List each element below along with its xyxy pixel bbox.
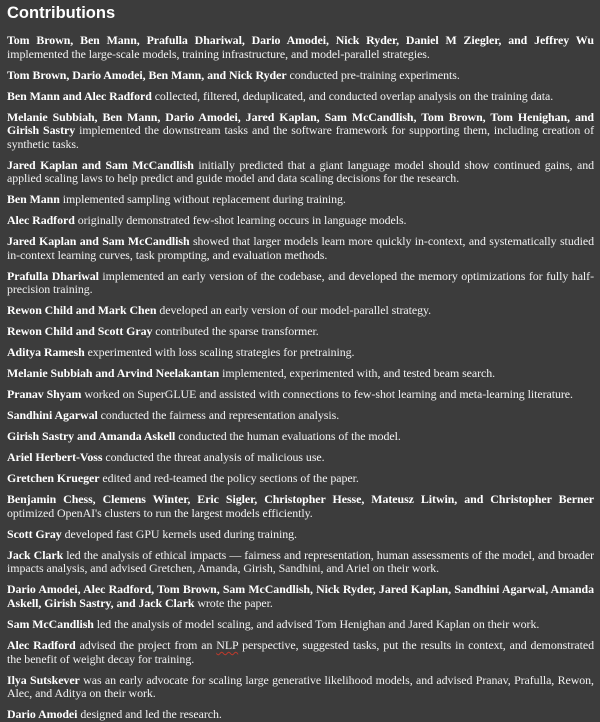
contribution-text: worked on SuperGLUE and assisted with connections to few-shot learning and meta-learning literature.	[81, 387, 573, 402]
contribution-text: implemented the large-scale models, training infrastructure, and model-parallel strategies.	[7, 46, 430, 61]
contribution-entry	[7, 528, 594, 542]
contribution-entry	[7, 214, 594, 228]
contribution-entry	[7, 69, 594, 83]
contributor-names: Scott Gray	[7, 526, 62, 541]
contribution-entry	[7, 235, 594, 262]
contribution-entry	[7, 639, 594, 666]
contributor-names: Jared Kaplan and Sam McCandlish	[7, 234, 190, 249]
contribution-text: developed an early version of our model-parallel strategy.	[156, 303, 432, 318]
contributor-names: Ilya Sutskever	[7, 672, 80, 687]
contribution-text: implemented the downstream tasks and the software framework for supporting them, including creation of synthetic tasks.	[7, 123, 594, 151]
contribution-text: conducted the fairness and representation analysis.	[97, 408, 340, 423]
contribution-entry	[7, 193, 594, 207]
contribution-text: conducted the human evaluations of the model.	[175, 429, 401, 444]
contribution-entry	[7, 346, 594, 360]
contribution-entry	[7, 304, 594, 318]
contribution-text: led the analysis of ethical impacts — fairness and representation, human assessments of the model, and broader impacts analysis, and advised Gretchen, Amanda, Girish, Sandhini, and Ariel on their work.	[7, 547, 595, 576]
contribution-text: showed that larger models learn more quickly in-context, and systematically studied in-context learning curves, task prompting, and evaluation methods.	[7, 234, 594, 262]
contributor-names: Jack Clark	[7, 547, 64, 562]
contributor-names: Dario Amodei	[7, 707, 78, 722]
contributor-names: Benjamin Chess, Clemens Winter, Eric Sigler, Christopher Hesse, Mateusz Litwin, and Christopher Berner	[7, 492, 594, 507]
contribution-text: led the analysis of model scaling, and advised Tom Henighan and Jared Kaplan on their work.	[93, 617, 540, 631]
contributor-names: Alec Radford	[7, 637, 76, 652]
contributor-names: Pranav Shyam	[7, 387, 82, 402]
contribution-text: experimented with loss scaling strategies for pretraining.	[84, 345, 355, 360]
contributor-names: Tom Brown, Ben Mann, Prafulla Dhariwal, Dario Amodei, Nick Ryder, Daniel M Ziegler, and Jeffrey Wu	[7, 33, 594, 47]
contributor-names: Tom Brown, Dario Amodei, Ben Mann, and Nick Ryder	[7, 67, 287, 82]
contribution-text: perspective, suggested tasks, put the results in context, and demonstrated the benefit of weight decay for training.	[7, 637, 594, 666]
contributor-names: Melanie Subbiah, Ben Mann, Dario Amodei, Jared Kaplan, Sam McCandlish, Tom Brown, Tom Henighan, and Girish Sastry	[7, 109, 594, 138]
contributor-names: Prafulla Dhariwal	[7, 268, 99, 283]
contribution-entry	[7, 583, 594, 610]
section-title: Contributions	[7, 4, 116, 22]
contribution-entry	[7, 34, 594, 61]
contribution-text: advised the project from an	[75, 637, 217, 652]
contributor-names: Sam McCandlish	[7, 617, 94, 631]
contributor-names: Ariel Herbert-Voss	[7, 450, 103, 465]
contribution-text: optimized OpenAI's clusters to run the largest models efficiently.	[7, 505, 313, 520]
contributor-names: Rewon Child and Mark Chen	[7, 303, 157, 318]
contribution-entry	[7, 430, 594, 444]
contribution-text: conducted the threat analysis of malicious use.	[102, 450, 325, 465]
contribution-text: developed fast GPU kernels used during training.	[61, 526, 297, 541]
spellcheck-underlined-word: NLP	[216, 637, 239, 652]
contribution-entry	[7, 472, 594, 486]
contribution-entry	[7, 111, 594, 152]
contribution-entry	[7, 90, 594, 104]
contribution-entry	[7, 270, 594, 297]
contribution-entry	[7, 451, 594, 465]
contributor-names: Melanie Subbiah and Arvind Neelakantan	[7, 366, 220, 381]
contribution-entry	[7, 549, 594, 576]
contributor-names: Ben Mann	[7, 192, 60, 207]
contributor-names: Alec Radford	[7, 213, 75, 228]
contribution-text: edited and red-teamed the policy sections of the paper.	[99, 471, 359, 486]
contribution-text: implemented, experimented with, and tested beam search.	[219, 366, 496, 381]
contributor-names: Dario Amodei, Alec Radford, Tom Brown, Sam McCandlish, Nick Ryder, Jared Kaplan, Sandhini Agarwal, Amanda Askell, Girish Sastry, and Jack Clark	[7, 582, 594, 611]
contribution-entry	[7, 159, 594, 186]
contribution-text: implemented an early version of the codebase, and developed the memory optimizations for fully half-precision training.	[7, 268, 594, 297]
contribution-entry	[7, 367, 594, 381]
contribution-text: initially predicted that a giant language model should show continued gains, and applied scaling laws to help predict and guide model and data scaling decisions for the research.	[7, 157, 594, 186]
contribution-entry	[7, 708, 594, 722]
contributor-names: Jared Kaplan and Sam McCandlish	[7, 157, 194, 172]
contribution-text: conducted pre-training experiments.	[286, 67, 460, 82]
contribution-text: implemented sampling without replacement during training.	[59, 192, 346, 207]
contribution-text: collected, filtered, deduplicated, and conducted overlap analysis on the training data.	[151, 88, 554, 103]
contribution-entry	[7, 674, 594, 701]
contributor-names: Sandhini Agarwal	[7, 408, 98, 423]
contribution-entry	[7, 388, 594, 402]
contributor-names: Aditya Ramesh	[7, 345, 85, 360]
contribution-entry	[7, 618, 594, 632]
contribution-text: designed and led the research.	[77, 707, 222, 722]
contribution-text: contributed the sparse transformer.	[152, 324, 319, 339]
contributor-names: Gretchen Krueger	[7, 471, 100, 486]
contribution-entry	[7, 325, 594, 339]
contribution-text: was an early advocate for scaling large generative likelihood models, and advised Pranav, Prafulla, Rewon, Alec, and Aditya on their work.	[7, 672, 594, 701]
contribution-text: originally demonstrated few-shot learning occurs in language models.	[74, 213, 407, 228]
contributions-list	[7, 34, 594, 722]
contribution-text: wrote the paper.	[194, 596, 273, 611]
contributor-names: Rewon Child and Scott Gray	[7, 324, 153, 339]
contributor-names: Ben Mann and Alec Radford	[7, 88, 152, 103]
contribution-entry	[7, 493, 594, 520]
contributor-names: Girish Sastry and Amanda Askell	[7, 429, 176, 444]
contribution-entry	[7, 409, 594, 423]
